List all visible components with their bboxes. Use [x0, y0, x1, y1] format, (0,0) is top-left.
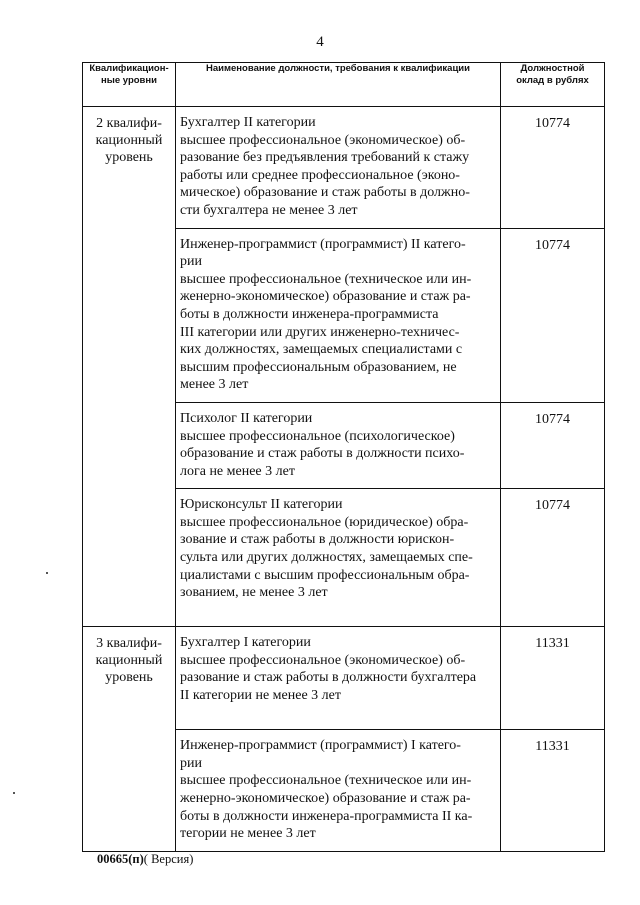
requirement-line: тегории не менее 3 лет	[180, 826, 316, 842]
requirement-line: высшее профессиональное (психологическое)	[180, 428, 455, 444]
level-line: 3 квалифи-	[96, 636, 162, 652]
requirement-line: образование и стаж работы в должности психо-	[180, 446, 465, 462]
scan-speck	[46, 572, 48, 574]
position-title: Юрисконсульт II категории	[180, 497, 343, 513]
requirement-line: боты в должности инженера-программиста	[180, 306, 439, 322]
level-line: кационный	[95, 133, 163, 148]
requirement-line: III категории или других инженерно-техничес-	[180, 324, 460, 340]
requirement-line: женерно-экономическое) образование и стаж ра-	[180, 289, 471, 305]
requirement-line: мическое) образование и стаж работы в должно-	[180, 185, 470, 201]
scan-speck	[13, 792, 15, 794]
header-line: Наименование должности, требования к квалификации	[206, 63, 470, 74]
requirement-line: работы или среднее профессиональное (эконо-	[180, 167, 460, 183]
requirement-line: лога не менее 3 лет	[180, 463, 295, 479]
salary-cell: 10774	[501, 402, 605, 488]
requirement-line: разование без предъявления требований к стажу	[180, 150, 470, 166]
header-line: Должностной	[520, 63, 585, 74]
requirement-line: женерно-экономическое) образование и стаж ра-	[180, 791, 471, 807]
position-cell	[176, 402, 501, 488]
salary-cell: 10774	[501, 489, 605, 627]
requirement-line: циалистами с высшим профессиональным обра-	[180, 567, 470, 583]
requirement-line: II категории не менее 3 лет	[180, 688, 341, 704]
qualification-table	[82, 62, 605, 852]
level-line: 2 квалифи-	[96, 116, 162, 131]
requirement-line: рии	[180, 755, 202, 771]
salary-cell: 10774	[501, 228, 605, 402]
document-code: 00665(п)	[97, 852, 144, 866]
level-line: уровень	[105, 670, 153, 686]
requirement-line: высшее профессиональное (юридическое) обра-	[180, 514, 469, 530]
header-line: Квалификацион-	[89, 63, 169, 74]
position-title: Бухгалтер II категории	[180, 115, 316, 130]
requirement-line: высшее профессиональное (техническое или ин-	[180, 271, 472, 287]
position-cell	[176, 627, 501, 730]
position-cell	[176, 489, 501, 627]
requirement-line: менее 3 лет	[180, 377, 249, 393]
header-salary	[501, 63, 605, 107]
qualification-level-cell	[83, 107, 176, 627]
position-title: Инженер-программист (программист) I катего-	[180, 738, 461, 754]
requirement-line: высшее профессиональное (техническое или ин-	[180, 773, 472, 789]
table-row	[83, 107, 605, 229]
requirement-line: сти бухгалтера не менее 3 лет	[180, 202, 358, 218]
salary-cell: 11331	[501, 730, 605, 852]
position-cell	[176, 107, 501, 229]
requirement-line: высшее профессиональное (экономическое) об-	[180, 132, 466, 148]
requirement-line: разование и стаж работы в должности бухгалтера	[180, 670, 477, 686]
requirement-line: ких должностях, замещаемых специалистами с	[180, 342, 463, 358]
document-footer	[97, 852, 193, 867]
position-cell	[176, 730, 501, 852]
requirement-line: сульта или других должностях, замещаемых спе-	[180, 550, 473, 566]
requirement-line: зованием, не менее 3 лет	[180, 585, 328, 601]
level-line: уровень	[105, 150, 153, 165]
document-version: ( Версия)	[143, 852, 194, 866]
requirement-line: боты в должности инженера-программиста II ка-	[180, 808, 473, 824]
position-title: Инженер-программист (программист) II катего-	[180, 236, 466, 252]
requirement-line: зование и стаж работы в должности юрискон-	[180, 532, 455, 548]
salary-cell: 10774	[501, 107, 605, 229]
header-line: оклад в рублях	[516, 75, 589, 86]
header-qualification-levels	[83, 63, 176, 107]
header-line: ные уровни	[101, 75, 157, 86]
requirement-line: рии	[180, 254, 202, 270]
position-cell	[176, 228, 501, 402]
position-title: Психолог II категории	[180, 410, 313, 426]
requirement-line: высшим профессиональным образованием, не	[180, 359, 457, 375]
table-body	[83, 107, 605, 852]
level-line: кационный	[95, 653, 163, 669]
requirement-line: высшее профессиональное (экономическое) об-	[180, 652, 466, 668]
qualification-level-cell	[83, 627, 176, 852]
table-row	[83, 627, 605, 730]
salary-cell: 11331	[501, 627, 605, 730]
position-title: Бухгалтер I категории	[180, 635, 311, 651]
header-position-requirements	[176, 63, 501, 107]
table-header-row	[83, 63, 605, 107]
page-number: 4	[316, 34, 324, 50]
